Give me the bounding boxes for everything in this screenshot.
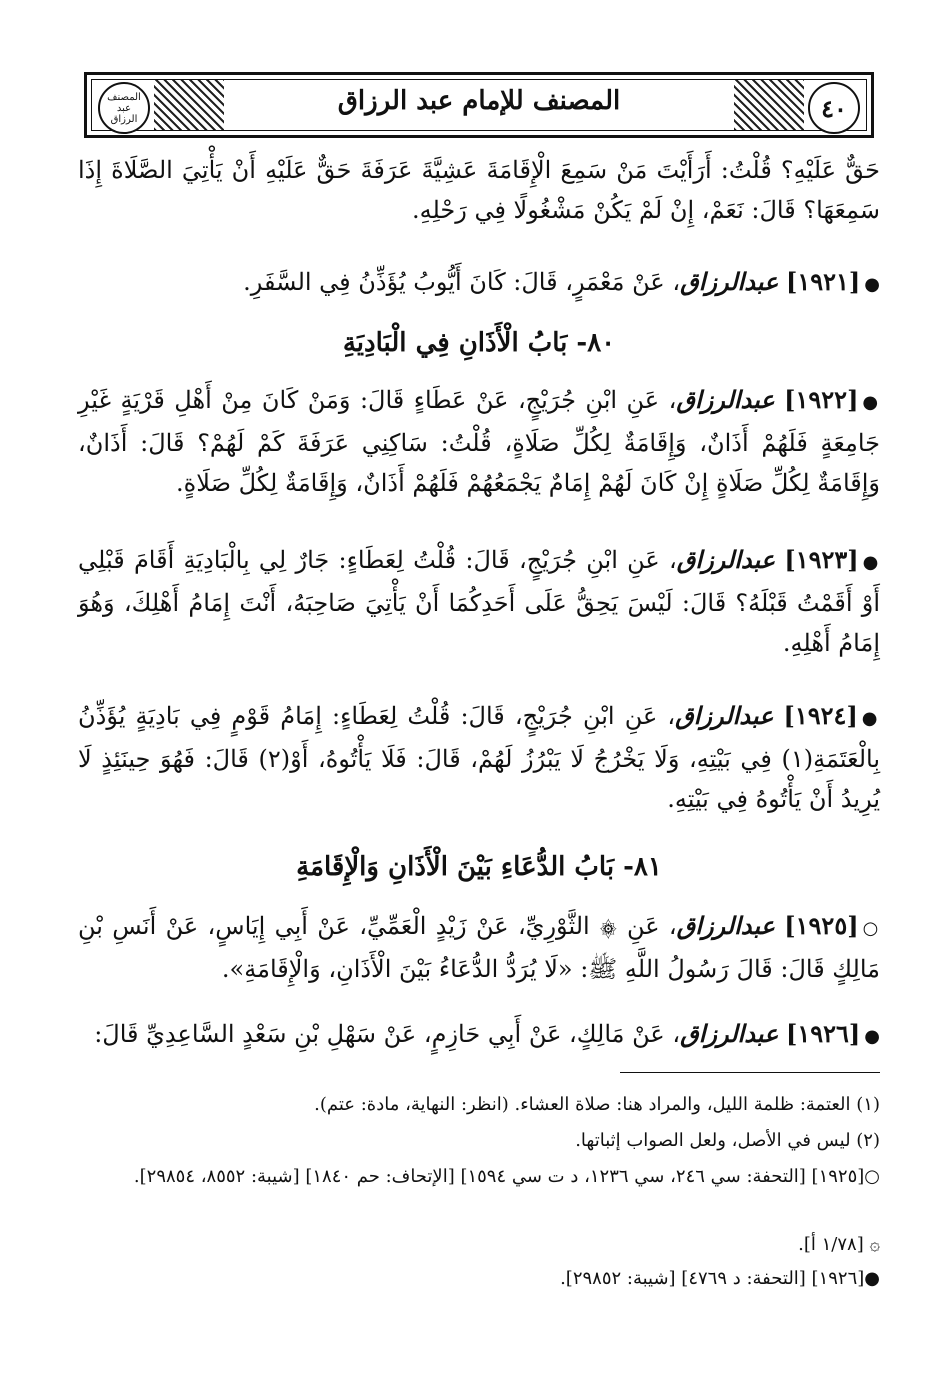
hadith-number: [١٩٢٤] bbox=[783, 701, 858, 730]
filled-bullet-icon: ● bbox=[864, 1026, 880, 1047]
footnote-divider bbox=[620, 1072, 880, 1073]
page-header bbox=[84, 72, 874, 138]
page-number: ٤٠ bbox=[821, 93, 847, 123]
chapter-heading-81-text: ٨١- بَابُ الدُّعَاءِ بَيْنَ الْأَذَانِ وَالْإِقَامَةِ bbox=[296, 852, 662, 882]
hadith-body: ، عَنْ مَعْمَرٍ، قَالَ: كَانَ أَيُّوبُ يُؤَذِّنُ فِي السَّفَرِ. bbox=[243, 268, 681, 296]
medallion-text-left: المصنف عبد الرزاق bbox=[107, 91, 141, 125]
hadith-1926 bbox=[78, 1014, 880, 1057]
footnote-5 bbox=[78, 1266, 880, 1292]
filled-bullet-icon: ● bbox=[862, 552, 880, 573]
hadith-number: [١٩٢٢] bbox=[784, 385, 859, 414]
hadith-1926-text bbox=[78, 1014, 880, 1057]
medallion-left bbox=[98, 82, 150, 134]
hadith-1923-text bbox=[78, 540, 880, 663]
footnote-3-text: [١٩٢٥] [التحفة: سي ٢٤٦، سي ١٢٣٦، د ت سي ١٥٩٤] [الإتحاف: حم ١٨٤٠] [شيبة: ٨٥٥٢، ٢٩٨٥٤]. bbox=[133, 1166, 865, 1187]
author-name: عبدالرزاق bbox=[676, 911, 775, 940]
header-inner-frame bbox=[91, 79, 867, 131]
hadith-1925-text bbox=[78, 906, 880, 989]
filled-bullet-icon: ● bbox=[864, 1268, 880, 1289]
footnote-2: (٢) ليس في الأصل، ولعل الصواب إثباتها. bbox=[575, 1130, 880, 1151]
paragraph-1 bbox=[78, 150, 880, 230]
hadith-1925 bbox=[78, 906, 880, 989]
author-name: عبدالرزاق bbox=[680, 267, 779, 296]
author-name: عبدالرزاق bbox=[676, 385, 775, 414]
hadith-body: ، عَنِ ۞ الثَّوْرِيِّ، عَنْ زَيْدٍ الْعَمِّيِّ، عَنْ أَبِي إِيَاسٍ، عَنْ أَنَسِ بْنِ مَالِكٍ قَالَ: قَالَ رَسُولُ اللَّهِ ﷺ: «لَا يُرَدُّ الدُّعَاءُ بَيْنَ الْأَذَانِ، وَالْإِقَامَةِ». bbox=[78, 912, 880, 983]
hadith-1923 bbox=[78, 540, 880, 663]
hadith-number: [١٩٢١] bbox=[786, 267, 861, 296]
hadith-body: ، عَنِ ابْنِ جُرَيْجٍ، قَالَ: قُلْتُ لِعَطَاءٍ: جَارٌ لِي بِالْبَادِيَةِ أَقَامَ قَبْلِي أَوْ أَقَمْتُ قَبْلَهُ؟ قَالَ: لَيْسَ يَحِقُّ عَلَى أَحَدِكُمَا أَنْ يَأْتِيَ صَاحِبَهُ، أَنْتَ إِمَامُ أَهْلِكَ، وَهُوَ إِمَامُ أَهْلِهِ. bbox=[78, 546, 880, 657]
hadith-body: ، عَنِ ابْنِ جُرَيْجٍ، قَالَ: قُلْتُ لِعَطَاءٍ: إِمَامُ قَوْمٍ فِي بَادِيَةٍ يُؤَذِّنُ بِالْعَتَمَةِ(١) فِي بَيْتِهِ، وَلَا يَخْرُجُ لَا يَبْرُزُ لَهُمْ، قَالَ: فَلَا يَأْتُوهُ، أَوْ(٢) قَالَ: فَهُوَ حِينَئِذٍ لَا يُرِيدُ أَنْ يَأْتُوهُ فِي بَيْتِهِ. bbox=[78, 702, 880, 813]
hadith-body: ، عَنِ ابْنِ جُرَيْجٍ، عَنْ عَطَاءٍ قَالَ: وَمَنْ كَانَ مِنْ أَهْلِ قَرْيَةٍ غَيْرِ جَامِعَةٍ فَلَهُمْ أَذَانٌ، وَإِقَامَةٌ لِكُلِّ صَلَاةٍ، قُلْتُ: سَاكِنِي عَرَفَةَ كَمْ لَهُمْ؟ قَالَ: أَذَانٌ، وَإِقَامَةٌ لِكُلِّ صَلَاةٍ إِنْ كَانَ لَهُمْ إِمَامٌ يَجْمَعُهُمْ فَلَهُمْ أَذَانٌ، وَإِقَامَةٌ لِكُلِّ صَلَاةٍ. bbox=[78, 386, 880, 497]
hadith-body: ، عَنْ مَالِكٍ، عَنْ أَبِي حَازِمٍ، عَنْ سَهْلِ بْنِ سَعْدٍ السَّاعِدِيِّ قَالَ: bbox=[94, 1020, 681, 1048]
hadith-number: [١٩٢٦] bbox=[786, 1019, 861, 1048]
hadith-1922-text bbox=[78, 380, 880, 503]
filled-bullet-icon: ● bbox=[862, 392, 880, 413]
footnote-1: (١) العتمة: ظلمة الليل، والمراد هنا: صلاة العشاء. (انظر: النهاية، مادة: عتم). bbox=[314, 1094, 880, 1115]
hadith-1924 bbox=[78, 696, 880, 819]
author-name: عبدالرزاق bbox=[675, 701, 774, 730]
filled-bullet-icon: ● bbox=[864, 274, 880, 295]
ornament-band-right bbox=[734, 80, 804, 130]
hadith-1921-text bbox=[78, 262, 880, 305]
footnote-5-text: [١٩٢٦] [التحفة: د ٤٧٦٩] [شيبة: ٢٩٨٥٢]. bbox=[560, 1268, 865, 1289]
filled-bullet-icon: ● bbox=[861, 708, 880, 729]
hadith-1921 bbox=[78, 262, 880, 305]
author-name: عبدالرزاق bbox=[676, 545, 776, 574]
header-title: المصنف للإمام عبد الرزاق bbox=[337, 86, 621, 116]
hadith-1922 bbox=[78, 380, 880, 503]
page-number-medallion bbox=[808, 82, 860, 134]
footnote-4: ۞ [١/٧٨ أ]. bbox=[798, 1234, 880, 1255]
author-name: عبدالرزاق bbox=[680, 1019, 779, 1048]
chapter-heading-80 bbox=[78, 328, 880, 358]
hollow-bullet-icon: ○ bbox=[864, 1166, 880, 1187]
hadith-number: [١٩٢٥] bbox=[784, 911, 859, 940]
ornament-band-left bbox=[154, 80, 224, 130]
chapter-heading-80-text: ٨٠- بَابُ الْأَذَانِ فِي الْبَادِيَةِ bbox=[342, 328, 616, 358]
footnote-3 bbox=[78, 1164, 880, 1190]
hadith-number: [١٩٢٣] bbox=[784, 545, 859, 574]
hadith-1924-text bbox=[78, 696, 880, 819]
hollow-bullet-icon: ○ bbox=[862, 918, 880, 939]
chapter-heading-81 bbox=[78, 852, 880, 882]
paragraph-1-text: حَقٌّ عَلَيْهِ؟ قُلْتُ: أَرَأَيْتَ مَنْ سَمِعَ الْإِقَامَةَ عَشِيَّةَ عَرَفَةَ حَقٌّ عَلَيْهِ أَنْ يَأْتِيَ الصَّلَاةَ إِذَا سَمِعَهَا؟ قَالَ: نَعَمْ، إِنْ لَمْ يَكُنْ مَشْغُولًا فِي رَحْلِهِ. bbox=[78, 156, 880, 224]
